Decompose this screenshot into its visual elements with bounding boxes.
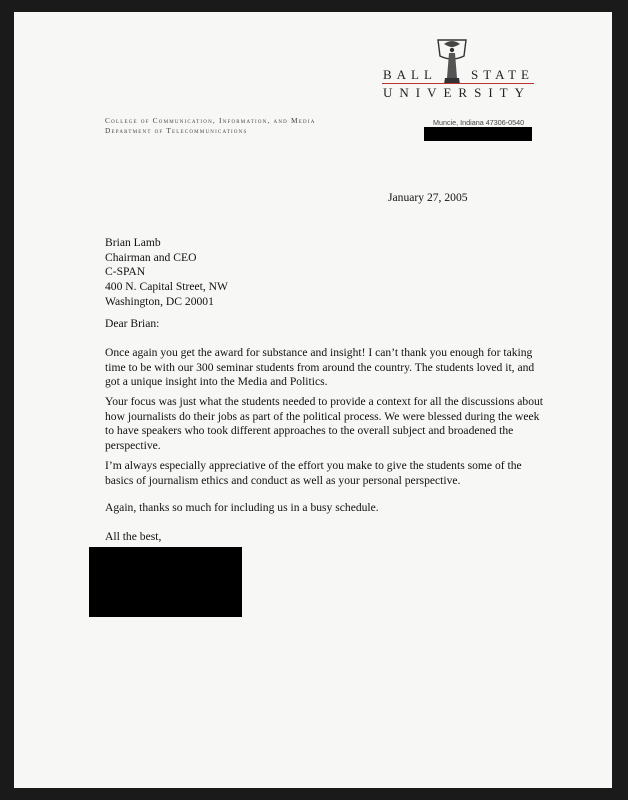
body-paragraph: Again, thanks so much for including us in a busy schedule. <box>105 501 379 514</box>
recipient-line: C-SPAN <box>105 265 146 279</box>
ball-state-seal-icon <box>435 38 469 88</box>
logo-rule <box>382 83 534 84</box>
address-line: Muncie, Indiana 47306-0540 <box>433 118 525 127</box>
recipient-line: 400 N. Capital Street, NW <box>105 280 228 294</box>
department-line-1: College of Communication, Information, and Media <box>105 116 316 125</box>
letter-date: January 27, 2005 <box>388 191 468 204</box>
recipient-block <box>105 236 228 309</box>
recipient-line: Brian Lamb <box>105 236 161 249</box>
salutation: Dear Brian: <box>105 317 160 330</box>
logo-university-text: UNIVERSITY <box>383 85 531 100</box>
closing: All the best, <box>105 530 162 543</box>
department-line-2: Department of Telecommunications <box>105 126 248 135</box>
logo-ball-text: BALL <box>383 67 437 82</box>
redaction-block <box>424 127 532 141</box>
body-paragraph: Your focus was just what the students needed to provide a context for all the discussions about how journalists do their jobs as part of the political process. We were blessed during the week to have speakers who took different approaches to the overall subject and broadened the perspective. <box>105 395 544 452</box>
body-paragraph: I’m always especially appreciative of the effort you make to give the students some of the basics of journalism ethics and conduct as well as your personal perspective. <box>105 459 522 487</box>
recipient-line: Washington, DC 20001 <box>105 294 214 308</box>
body-paragraph: Once again you get the award for substance and insight! I can’t thank you enough for taking time to be with our 300 seminar students from around the country. The students loved it, and got a unique insight into the Media and Politics. <box>105 346 535 388</box>
signature-redaction <box>89 547 242 617</box>
logo-state-text: STATE <box>471 67 534 82</box>
letter-page <box>14 12 612 788</box>
recipient-line: Chairman and CEO <box>105 250 197 264</box>
